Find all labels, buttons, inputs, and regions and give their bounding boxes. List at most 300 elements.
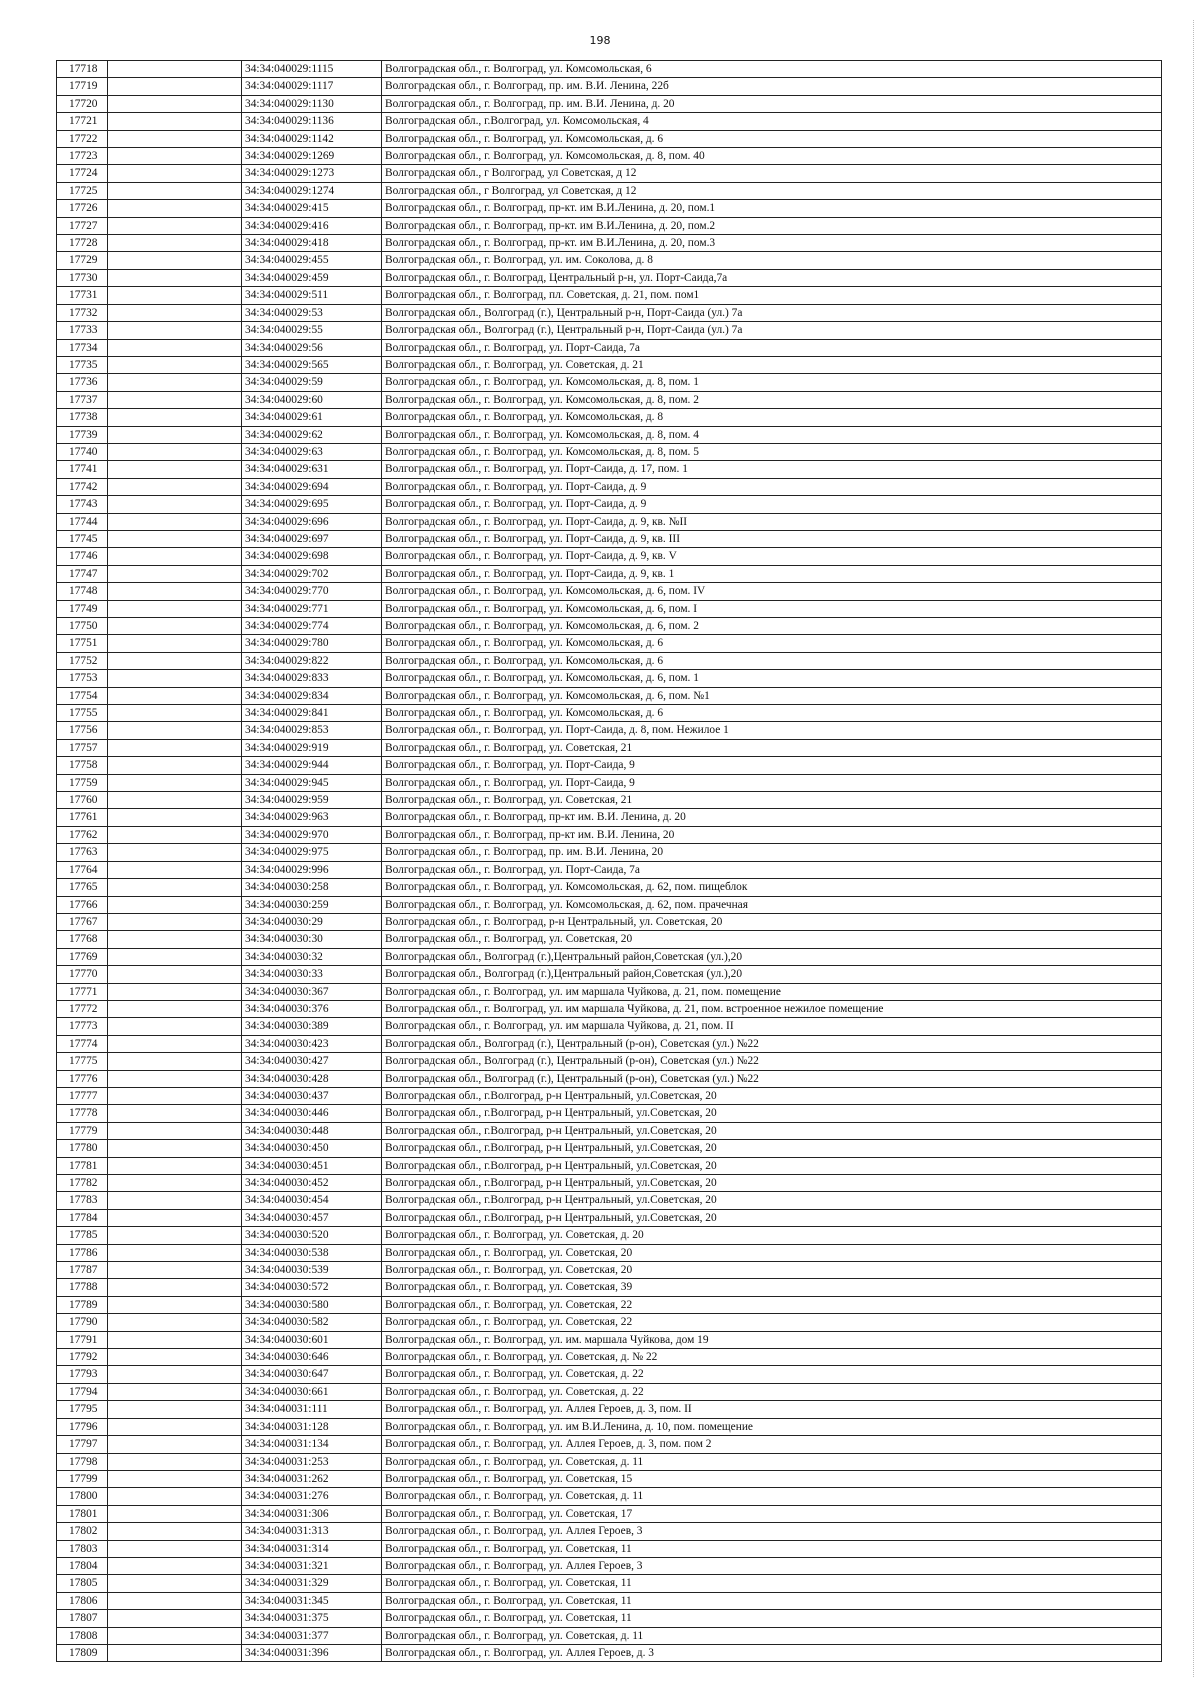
empty-cell [108,496,242,513]
empty-cell [108,844,242,861]
empty-cell [108,618,242,635]
address-cell: Волгоградская обл., Волгоград (г.), Центральный (р-он), Советская (ул.) №22 [382,1070,1162,1087]
empty-cell [108,1035,242,1052]
cadastral-number-cell: 34:34:040031:313 [242,1523,382,1540]
row-number-cell: 17761 [57,809,108,826]
table-row [57,356,1162,373]
cadastral-number-cell: 34:34:040031:375 [242,1610,382,1627]
row-number-cell: 17755 [57,705,108,722]
table-row [57,513,1162,530]
table-row [57,1209,1162,1226]
row-number-cell: 17759 [57,774,108,791]
row-number-cell: 17720 [57,95,108,112]
address-cell: Волгоградская обл., г. Волгоград, ул. Порт-Саида, д. 9, кв. V [382,548,1162,565]
row-number-cell: 17806 [57,1592,108,1609]
cadastral-number-cell: 34:34:040030:452 [242,1175,382,1192]
table-row [57,374,1162,391]
row-number-cell: 17764 [57,861,108,878]
page-number: 198 [589,34,611,47]
table-row [57,583,1162,600]
cadastral-number-cell: 34:34:040030:427 [242,1053,382,1070]
address-cell: Волгоградская обл., г Волгоград, ул Советская, д 12 [382,165,1162,182]
address-cell: Волгоградская обл., г. Волгоград, ул. им маршала Чуйкова, д. 21, пом. II [382,1018,1162,1035]
empty-cell [108,1644,242,1661]
address-cell: Волгоградская обл., г. Волгоград, ул. Комсомольская, д. 6, пом. I [382,600,1162,617]
cadastral-number-cell: 34:34:040029:695 [242,496,382,513]
table-row [57,1140,1162,1157]
address-cell: Волгоградская обл., г. Волгоград, ул. Советская, 22 [382,1296,1162,1313]
cadastral-number-cell: 34:34:040030:572 [242,1279,382,1296]
table-body [57,61,1162,1662]
cadastral-number-cell: 34:34:040031:321 [242,1557,382,1574]
row-number-cell: 17768 [57,931,108,948]
empty-cell [108,1453,242,1470]
cadastral-number-cell: 34:34:040030:367 [242,983,382,1000]
empty-cell [108,217,242,234]
row-number-cell: 17732 [57,304,108,321]
table-row [57,1331,1162,1348]
address-cell: Волгоградская обл., г. Волгоград, ул. им маршала Чуйкова, д. 21, пом. помещение [382,983,1162,1000]
address-cell: Волгоградская обл., г. Волгоград, ул. им В.И.Ленина, д. 10, пом. помещение [382,1418,1162,1435]
row-number-cell: 17786 [57,1244,108,1261]
table-row [57,1557,1162,1574]
row-number-cell: 17796 [57,1418,108,1435]
empty-cell [108,913,242,930]
empty-cell [108,1575,242,1592]
address-cell: Волгоградская обл., г. Волгоград, ул. Советская, 15 [382,1470,1162,1487]
row-number-cell: 17725 [57,182,108,199]
row-number-cell: 17747 [57,565,108,582]
address-cell: Волгоградская обл., г. Волгоград, ул. Порт-Саида, 7а [382,861,1162,878]
cadastral-number-cell: 34:34:040031:111 [242,1401,382,1418]
row-number-cell: 17797 [57,1436,108,1453]
address-cell: Волгоградская обл., г. Волгоград, ул. Советская, 11 [382,1540,1162,1557]
row-number-cell: 17789 [57,1296,108,1313]
address-cell: Волгоградская обл., г. Волгоград, ул. им. маршала Чуйкова, дом 19 [382,1331,1162,1348]
cadastral-number-cell: 34:34:040029:1273 [242,165,382,182]
empty-cell [108,1140,242,1157]
table-row [57,861,1162,878]
address-cell: Волгоградская обл., г. Волгоград, ул. Комсомольская, д. 8, пом. 40 [382,148,1162,165]
table-row [57,1418,1162,1435]
empty-cell [108,1505,242,1522]
address-cell: Волгоградская обл., г. Волгоград, пр. им. В.И. Ленина, 22б [382,78,1162,95]
address-cell: Волгоградская обл., г. Волгоград, ул. Комсомольская, д. 8, пом. 2 [382,391,1162,408]
cadastral-number-cell: 34:34:040031:329 [242,1575,382,1592]
address-cell: Волгоградская обл., г. Волгоград, ул. Комсомольская, д. 8, пом. 1 [382,374,1162,391]
address-cell: Волгоградская обл., г Волгоград, ул Советская, д 12 [382,182,1162,199]
cadastral-number-cell: 34:34:040030:580 [242,1296,382,1313]
address-cell: Волгоградская обл., г. Волгоград, ул. Комсомольская, д. 6 [382,130,1162,147]
cadastral-number-cell: 34:34:040030:32 [242,948,382,965]
cadastral-number-cell: 34:34:040029:1117 [242,78,382,95]
empty-cell [108,1175,242,1192]
row-number-cell: 17727 [57,217,108,234]
address-cell: Волгоградская обл., г. Волгоград, ул. Комсомольская, д. 6, пом. 2 [382,618,1162,635]
row-number-cell: 17794 [57,1383,108,1400]
row-number-cell: 17800 [57,1488,108,1505]
address-cell: Волгоградская обл., г. Волгоград, ул. Советская, д. 21 [382,356,1162,373]
cadastral-number-cell: 34:34:040029:945 [242,774,382,791]
row-number-cell: 17783 [57,1192,108,1209]
table-row [57,200,1162,217]
address-cell: Волгоградская обл., г. Волгоград, ул. Советская, 11 [382,1610,1162,1627]
row-number-cell: 17765 [57,879,108,896]
empty-cell [108,1209,242,1226]
address-cell: Волгоградская обл., г. Волгоград, пр-кт. им В.И.Ленина, д. 20, пом.1 [382,200,1162,217]
table-row [57,1105,1162,1122]
table-row [57,426,1162,443]
empty-cell [108,1070,242,1087]
table-row [57,1644,1162,1661]
table-row [57,1035,1162,1052]
address-cell: Волгоградская обл., Волгоград (г.), Центральный р-н, Порт-Саида (ул.) 7а [382,322,1162,339]
address-cell: Волгоградская обл., г. Волгоград, ул. Советская, д. 11 [382,1453,1162,1470]
cadastral-number-cell: 34:34:040030:259 [242,896,382,913]
table-row [57,287,1162,304]
empty-cell [108,304,242,321]
cadastral-number-cell: 34:34:040031:134 [242,1436,382,1453]
empty-cell [108,1436,242,1453]
row-number-cell: 17737 [57,391,108,408]
empty-cell [108,182,242,199]
row-number-cell: 17799 [57,1470,108,1487]
table-row [57,339,1162,356]
empty-cell [108,130,242,147]
row-number-cell: 17740 [57,443,108,460]
cadastral-number-cell: 34:34:040029:944 [242,757,382,774]
row-number-cell: 17771 [57,983,108,1000]
empty-cell [108,687,242,704]
address-cell: Волгоградская обл., г. Волгоград, ул. Советская, 17 [382,1505,1162,1522]
cadastral-number-cell: 34:34:040031:377 [242,1627,382,1644]
row-number-cell: 17751 [57,635,108,652]
cadastral-number-cell: 34:34:040031:345 [242,1592,382,1609]
table-row [57,1087,1162,1104]
cadastral-number-cell: 34:34:040029:996 [242,861,382,878]
address-cell: Волгоградская обл., г. Волгоград, пр-кт им. В.И. Ленина, д. 20 [382,809,1162,826]
cadastral-number-cell: 34:34:040029:53 [242,304,382,321]
address-cell: Волгоградская обл., г. Волгоград, ул. Советская, 11 [382,1575,1162,1592]
cadastral-number-cell: 34:34:040031:314 [242,1540,382,1557]
row-number-cell: 17776 [57,1070,108,1087]
cadastral-number-cell: 34:34:040030:437 [242,1087,382,1104]
empty-cell [108,1418,242,1435]
row-number-cell: 17802 [57,1523,108,1540]
row-number-cell: 17753 [57,670,108,687]
empty-cell [108,530,242,547]
table-row [57,1122,1162,1139]
table-row [57,1383,1162,1400]
empty-cell [108,565,242,582]
empty-cell [108,165,242,182]
cadastral-number-cell: 34:34:040031:306 [242,1505,382,1522]
cadastral-number-cell: 34:34:040029:975 [242,844,382,861]
empty-cell [108,983,242,1000]
empty-cell [108,896,242,913]
table-row [57,983,1162,1000]
table-row [57,1505,1162,1522]
empty-cell [108,426,242,443]
address-cell: Волгоградская обл., г. Волгоград, ул. Комсомольская, д. 6, пом. 1 [382,670,1162,687]
table-row [57,670,1162,687]
row-number-cell: 17724 [57,165,108,182]
table-row [57,1470,1162,1487]
cadastral-number-cell: 34:34:040030:457 [242,1209,382,1226]
table-row [57,809,1162,826]
empty-cell [108,1314,242,1331]
address-cell: Волгоградская обл., г. Волгоград, ул. Советская, 20 [382,1244,1162,1261]
address-cell: Волгоградская обл., г. Волгоград, ул. Советская, 22 [382,1314,1162,1331]
table-row [57,687,1162,704]
row-number-cell: 17766 [57,896,108,913]
row-number-cell: 17769 [57,948,108,965]
table-row [57,1157,1162,1174]
cadastral-number-cell: 34:34:040030:454 [242,1192,382,1209]
empty-cell [108,95,242,112]
cadastral-number-cell: 34:34:040029:1115 [242,61,382,78]
row-number-cell: 17743 [57,496,108,513]
cadastral-number-cell: 34:34:040029:511 [242,287,382,304]
row-number-cell: 17808 [57,1627,108,1644]
empty-cell [108,757,242,774]
row-number-cell: 17787 [57,1262,108,1279]
empty-cell [108,548,242,565]
empty-cell [108,409,242,426]
row-number-cell: 17730 [57,269,108,286]
table-row [57,461,1162,478]
table-row [57,1349,1162,1366]
table-row [57,792,1162,809]
row-number-cell: 17804 [57,1557,108,1574]
address-cell: Волгоградская обл., г. Волгоград, ул. Аллея Героев, д. 3, пом. II [382,1401,1162,1418]
row-number-cell: 17763 [57,844,108,861]
empty-cell [108,1349,242,1366]
empty-cell [108,809,242,826]
table-row [57,879,1162,896]
address-cell: Волгоградская обл., г. Волгоград, ул. Порт-Саида, 7а [382,339,1162,356]
address-cell: Волгоградская обл., г. Волгоград, ул. Комсомольская, д. 62, пом. прачечная [382,896,1162,913]
address-cell: Волгоградская обл., г. Волгоград, р-н Центральный, ул. Советская, 20 [382,913,1162,930]
address-cell: Волгоградская обл., г. Волгоград, ул. Комсомольская, д. 62, пом. пищеблок [382,879,1162,896]
table-row [57,496,1162,513]
table-row [57,844,1162,861]
empty-cell [108,1296,242,1313]
table-row [57,1436,1162,1453]
address-cell: Волгоградская обл., г.Волгоград, р-н Центральный, ул.Советская, 20 [382,1105,1162,1122]
cadastral-number-cell: 34:34:040029:853 [242,722,382,739]
empty-cell [108,1087,242,1104]
address-cell: Волгоградская обл., г.Волгоград, р-н Центральный, ул.Советская, 20 [382,1122,1162,1139]
row-number-cell: 17770 [57,966,108,983]
address-cell: Волгоградская обл., г. Волгоград, Центральный р-н, ул. Порт-Саида,7а [382,269,1162,286]
row-number-cell: 17792 [57,1349,108,1366]
row-number-cell: 17785 [57,1227,108,1244]
row-number-cell: 17734 [57,339,108,356]
cadastral-number-cell: 34:34:040029:55 [242,322,382,339]
address-cell: Волгоградская обл., г. Волгоград, ул. Аллея Героев, д. 3, пом. пом 2 [382,1436,1162,1453]
address-cell: Волгоградская обл., г. Волгоград, пл. Советская, д. 21, пом. пом1 [382,287,1162,304]
row-number-cell: 17742 [57,478,108,495]
cadastral-number-cell: 34:34:040029:919 [242,739,382,756]
row-number-cell: 17735 [57,356,108,373]
row-number-cell: 17748 [57,583,108,600]
empty-cell [108,722,242,739]
cadastral-number-cell: 34:34:040030:423 [242,1035,382,1052]
empty-cell [108,652,242,669]
table-row [57,1401,1162,1418]
cadastral-number-cell: 34:34:040030:33 [242,966,382,983]
address-cell: Волгоградская обл., г. Волгоград, ул. Советская, д. 22 [382,1383,1162,1400]
empty-cell [108,705,242,722]
row-number-cell: 17793 [57,1366,108,1383]
row-number-cell: 17733 [57,322,108,339]
row-number-cell: 17722 [57,130,108,147]
address-cell: Волгоградская обл., г. Волгоград, ул. им. Соколова, д. 8 [382,252,1162,269]
table-row [57,95,1162,112]
address-cell: Волгоградская обл., Волгоград (г.), Центральный р-н, Порт-Саида (ул.) 7а [382,304,1162,321]
address-cell: Волгоградская обл., г. Волгоград, пр-кт. им В.И.Ленина, д. 20, пом.3 [382,235,1162,252]
address-cell: Волгоградская обл., г. Волгоград, ул. Советская, 39 [382,1279,1162,1296]
row-number-cell: 17719 [57,78,108,95]
row-number-cell: 17762 [57,826,108,843]
address-cell: Волгоградская обл., г. Волгоград, ул. Комсомольская, 6 [382,61,1162,78]
table-row [57,1070,1162,1087]
table-row [57,78,1162,95]
table-row [57,252,1162,269]
address-cell: Волгоградская обл., г. Волгоград, ул. Аллея Героев, 3 [382,1557,1162,1574]
empty-cell [108,1244,242,1261]
cadastral-number-cell: 34:34:040031:396 [242,1644,382,1661]
table-row [57,774,1162,791]
table-row [57,322,1162,339]
table-row [57,1192,1162,1209]
table-row [57,1575,1162,1592]
empty-cell [108,1000,242,1017]
cadastral-number-cell: 34:34:040029:959 [242,792,382,809]
empty-cell [108,948,242,965]
cadastral-number-cell: 34:34:040029:59 [242,374,382,391]
table-row [57,1627,1162,1644]
address-cell: Волгоградская обл., г. Волгоград, ул. Комсомольская, д. 6 [382,635,1162,652]
cadastral-number-cell: 34:34:040029:702 [242,565,382,582]
row-number-cell: 17803 [57,1540,108,1557]
empty-cell [108,774,242,791]
empty-cell [108,356,242,373]
cadastral-number-cell: 34:34:040029:63 [242,443,382,460]
cadastral-number-cell: 34:34:040030:451 [242,1157,382,1174]
address-cell: Волгоградская обл., г. Волгоград, пр. им. В.И. Ленина, д. 20 [382,95,1162,112]
empty-cell [108,1540,242,1557]
table-row [57,1175,1162,1192]
address-cell: Волгоградская обл., г. Волгоград, ул. Комсомольская, д. 8, пом. 5 [382,443,1162,460]
cadastral-number-cell: 34:34:040030:389 [242,1018,382,1035]
address-cell: Волгоградская обл., г.Волгоград, р-н Центральный, ул.Советская, 20 [382,1192,1162,1209]
address-cell: Волгоградская обл., г.Волгоград, р-н Центральный, ул.Советская, 20 [382,1157,1162,1174]
row-number-cell: 17801 [57,1505,108,1522]
address-cell: Волгоградская обл., г. Волгоград, ул. Советская, д. 20 [382,1227,1162,1244]
row-number-cell: 17744 [57,513,108,530]
row-number-cell: 17767 [57,913,108,930]
empty-cell [108,287,242,304]
cadastral-number-cell: 34:34:040029:770 [242,583,382,600]
table-row [57,443,1162,460]
scan-edge [1192,20,1194,1677]
empty-cell [108,1192,242,1209]
row-number-cell: 17791 [57,1331,108,1348]
row-number-cell: 17790 [57,1314,108,1331]
row-number-cell: 17723 [57,148,108,165]
address-cell: Волгоградская обл., г. Волгоград, ул. Порт-Саида, 9 [382,757,1162,774]
row-number-cell: 17772 [57,1000,108,1017]
empty-cell [108,600,242,617]
cadastral-number-cell: 34:34:040030:258 [242,879,382,896]
empty-cell [108,931,242,948]
address-cell: Волгоградская обл., г. Волгоград, ул. Советская, 20 [382,931,1162,948]
empty-cell [108,739,242,756]
address-cell: Волгоградская обл., г. Волгоград, пр-кт. им В.И.Ленина, д. 20, пом.2 [382,217,1162,234]
row-number-cell: 17749 [57,600,108,617]
empty-cell [108,200,242,217]
row-number-cell: 17736 [57,374,108,391]
cadastral-number-cell: 34:34:040030:450 [242,1140,382,1157]
address-cell: Волгоградская обл., Волгоград (г.),Центральный район,Советская (ул.),20 [382,966,1162,983]
row-number-cell: 17788 [57,1279,108,1296]
empty-cell [108,670,242,687]
cadastral-number-cell: 34:34:040031:276 [242,1488,382,1505]
table-row [57,948,1162,965]
table-row [57,1366,1162,1383]
cadastral-number-cell: 34:34:040029:696 [242,513,382,530]
address-cell: Волгоградская обл., г.Волгоград, ул. Комсомольская, 4 [382,113,1162,130]
table-row [57,1592,1162,1609]
empty-cell [108,583,242,600]
row-number-cell: 17774 [57,1035,108,1052]
cadastral-number-cell: 34:34:040029:459 [242,269,382,286]
cadastral-number-cell: 34:34:040029:841 [242,705,382,722]
table-row [57,235,1162,252]
table-row [57,705,1162,722]
table-row [57,113,1162,130]
cadastral-number-cell: 34:34:040030:582 [242,1314,382,1331]
empty-cell [108,478,242,495]
cadastral-number-cell: 34:34:040029:416 [242,217,382,234]
address-cell: Волгоградская обл., Волгоград (г.), Центральный (р-он), Советская (ул.) №22 [382,1053,1162,1070]
table-row [57,217,1162,234]
cadastral-number-cell: 34:34:040030:601 [242,1331,382,1348]
empty-cell [108,322,242,339]
empty-cell [108,635,242,652]
address-cell: Волгоградская обл., г. Волгоград, ул. Советская, 11 [382,1592,1162,1609]
cadastral-number-cell: 34:34:040029:698 [242,548,382,565]
address-cell: Волгоградская обл., Волгоград (г.), Центральный (р-он), Советская (ул.) №22 [382,1035,1162,1052]
address-cell: Волгоградская обл., г. Волгоград, ул. Советская, 21 [382,792,1162,809]
cadastral-number-cell: 34:34:040030:428 [242,1070,382,1087]
cadastral-number-cell: 34:34:040029:418 [242,235,382,252]
cadastral-number-cell: 34:34:040030:647 [242,1366,382,1383]
empty-cell [108,1401,242,1418]
empty-cell [108,1105,242,1122]
empty-cell [108,1610,242,1627]
row-number-cell: 17795 [57,1401,108,1418]
table-row [57,530,1162,547]
empty-cell [108,1279,242,1296]
cadastral-number-cell: 34:34:040030:29 [242,913,382,930]
row-number-cell: 17779 [57,1122,108,1139]
address-cell: Волгоградская обл., г. Волгоград, ул. Комсомольская, д. 6, пом. IV [382,583,1162,600]
table-row [57,548,1162,565]
address-cell: Волгоградская обл., г. Волгоград, ул. Комсомольская, д. 6 [382,705,1162,722]
